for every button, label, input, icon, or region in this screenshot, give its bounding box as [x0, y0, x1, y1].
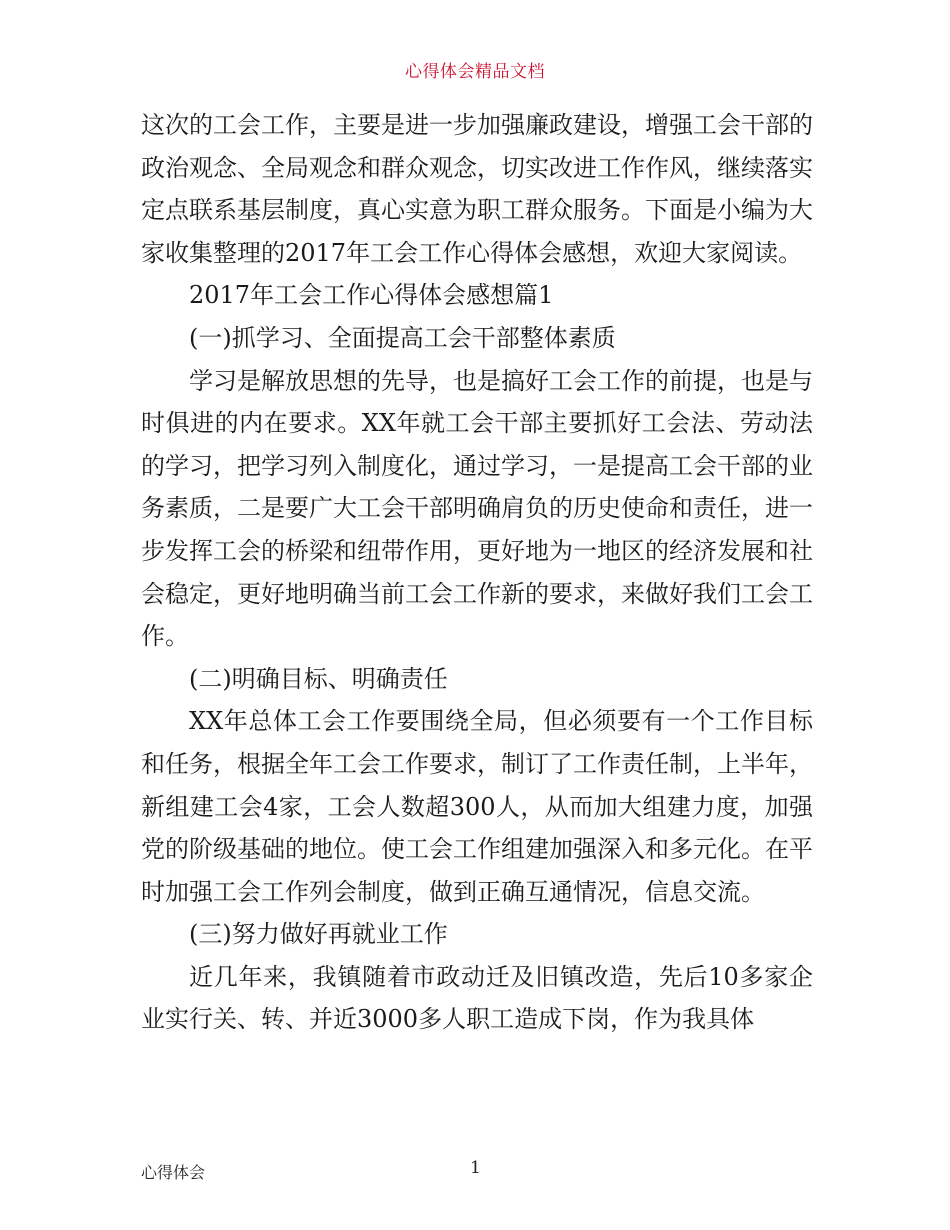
section-heading-2: (二)明确目标、明确责任 — [189, 664, 448, 693]
article-title: 2017年工会工作心得体会感想篇1 — [189, 281, 554, 310]
section-heading-1: (一)抓学习、全面提高工会干部整体素质 — [189, 323, 616, 352]
section-paragraph-3: 近几年来，我镇随着市政动迁及旧镇改造，先后10多家企业实行关、转、并近3000多人职工造成下岗，作为我具体 — [141, 962, 813, 1034]
intro-paragraph: 这次的工会工作，主要是进一步加强廉政建设，增强工会干部的政治观念、全局观念和群众观念，切实改进工作作风，继续落实定点联系基层制度，真心实意为职工群众服务。下面是小编为大家收集整理的2017年工会工作心得体会感想，欢迎大家阅读。 — [141, 111, 813, 267]
section-paragraph-1: 学习是解放思想的先导，也是搞好工会工作的前提，也是与时俱进的内在要求。XX年就工会干部主要抓好工会法、劳动法的学习，把学习列入制度化，通过学习，一是提高工会干部的业务素质，二是要广大工会干部明确肩负的历史使命和责任，进一步发挥工会的桥梁和纽带作用，更好地为一地区的经济发展和社会稳定，更好地明确当前工会工作新的要求，来做好我们工会工作。 — [141, 366, 813, 651]
section-paragraph-2: XX年总体工会工作要围绕全局，但必须要有一个工作目标和任务，根据全年工会工作要求，制订了工作责任制，上半年，新组建工会4家，工会人数超300人，从而加大组建力度，加强党的阶级基础的地位。使工会工作组建加强深入和多元化。在平时加强工会工作列会制度，做到正确互通情况，信息交流。 — [141, 707, 813, 906]
page-number: 1 — [470, 1158, 481, 1178]
footer-label: 心得体会 — [141, 1163, 206, 1182]
page-header-title: 心得体会精品文档 — [405, 62, 545, 82]
document-body — [141, 104, 813, 1041]
section-heading-3: (三)努力做好再就业工作 — [189, 920, 448, 949]
